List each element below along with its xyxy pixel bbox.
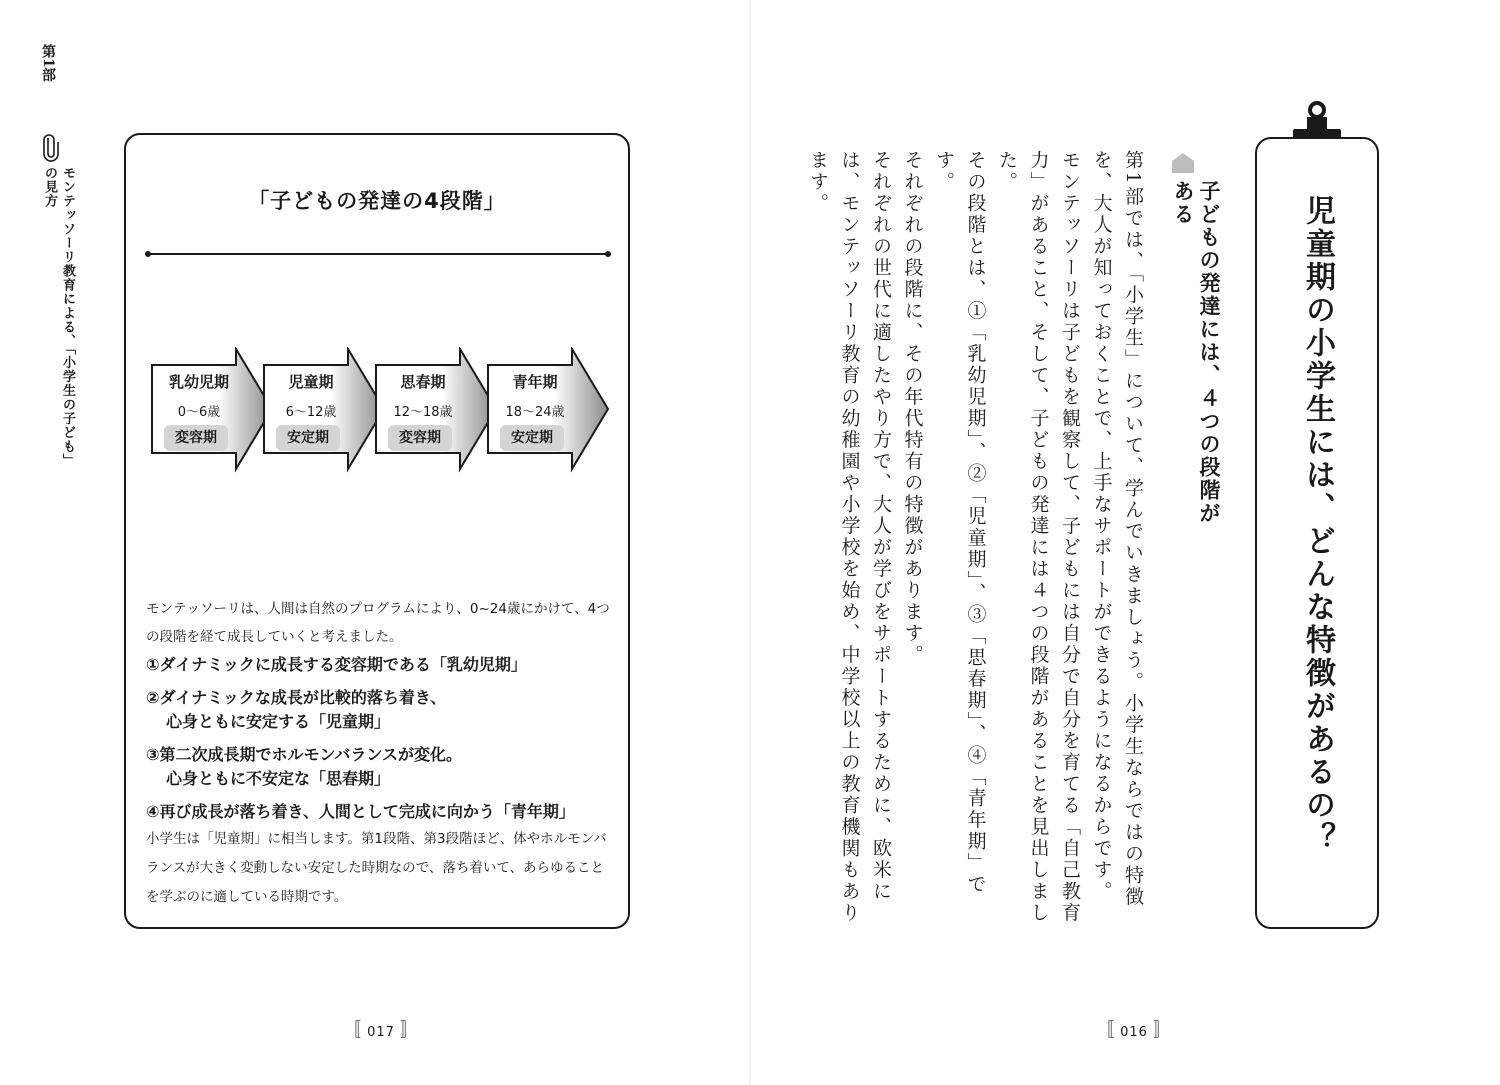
house-icon: [1171, 152, 1195, 174]
paperclip-icon: [42, 134, 60, 162]
list-item: [146, 800, 616, 824]
stage-name: 児童期: [288, 373, 334, 391]
figure-divider: [148, 253, 608, 255]
list-item-line: ②ダイナミックな成長が比較的落ち着き、: [146, 688, 447, 707]
list-item-line: 心身ともに安定する「児童期」: [166, 712, 391, 731]
stage-age: 6〜12歳: [285, 405, 337, 420]
stage-name: 青年期: [512, 373, 558, 391]
stage-diagram: [126, 347, 628, 477]
stage-list: [146, 653, 616, 833]
running-title: モンテッソーリ教育による、「小学生の子ども」の見方: [42, 166, 75, 461]
list-item-line: 心身ともに不安定な「思春期」: [166, 769, 391, 788]
figure-title: 「子どもの発達の4段階」: [248, 189, 506, 213]
stage-arrow: [262, 347, 384, 473]
stage-type-badge: 変容期: [164, 425, 228, 451]
list-item: [146, 686, 616, 734]
right-page: [750, 0, 1500, 1085]
title-box: [1255, 137, 1379, 929]
stage-arrow: [486, 347, 608, 473]
paragraph: 第1部では、「小学生」について、学んでいきましょう。小学生ならではの特徴を、大人が知っておくことで、上手なサポートができるようになるからです。: [1090, 150, 1144, 908]
page-number-value: 017: [367, 1025, 395, 1040]
page-number-value: 016: [1120, 1025, 1148, 1040]
stage-arrow: [374, 347, 496, 473]
clip-hanger-icon: [1293, 100, 1341, 140]
stage-arrow: [150, 347, 272, 473]
page-number: 〚 017 〛: [343, 1020, 420, 1041]
list-item: [146, 743, 616, 791]
stage-name: 乳幼児期: [168, 373, 229, 391]
stage-name: 思春期: [400, 373, 446, 391]
stage-type-badge: 安定期: [500, 425, 564, 451]
paragraph: それぞれの段階に、その年代特有の特徴があります。: [901, 150, 924, 666]
paragraph: モンテッソーリは子どもを観察して、子どもには自分で自分を育てる「自己教育力」があること、そして、子どもの発達には４つの段階があることを見出しました。: [996, 150, 1081, 924]
body-text: [807, 150, 1148, 930]
page-number: 〚 016 〛: [1096, 1020, 1173, 1041]
stage-age: 0〜6歳: [177, 405, 221, 420]
figure-intro-text: モンテッソーリは、人間は自然のプログラムにより、0~24歳にかけて、4つの段階を経て成長していくと考えました。: [146, 601, 610, 645]
stage-age: 12〜18歳: [393, 405, 453, 420]
stage-type-badge: 変容期: [388, 425, 452, 451]
figure-box: [124, 133, 630, 929]
section-heading-text: 子どもの発達には、４つの段階がある: [1171, 180, 1221, 525]
running-head: [32, 44, 75, 464]
list-item-line: ①ダイナミックに成長する変容期である「乳幼児期」: [146, 655, 527, 674]
list-item: [146, 653, 616, 677]
paragraph: その段階とは、①「乳幼児期」、②「児童期」、③「思春期」、④「青年期」です。: [933, 150, 987, 896]
figure-note-text: 小学生は「児童期」に相当します。第1段階、第3段階ほど、体やホルモンバランスが大きく変動しない安定した時期なので、落ち着いて、あらゆることを学ぶのに適している時期です。: [146, 831, 607, 905]
stage-type-badge: 安定期: [276, 425, 340, 451]
paragraph: それぞれの世代に適したやり方で、大人が学びをサポートするために、欧米には、モンテッソーリ教育の幼稚園や小学校を始め、中学校以上の教育機関もあります。: [807, 150, 892, 924]
part-label: 第1部: [40, 44, 56, 82]
list-item-line: ③第二次成長期でホルモンバランスが変化。: [146, 745, 462, 764]
page-title: 児童期の小学生には、どんな特徴があるの？: [1300, 195, 1335, 855]
list-item-line: ④再び成長が落ち着き、人間として完成に向かう「青年期」: [146, 802, 575, 821]
stage-age: 18〜24歳: [505, 405, 565, 420]
